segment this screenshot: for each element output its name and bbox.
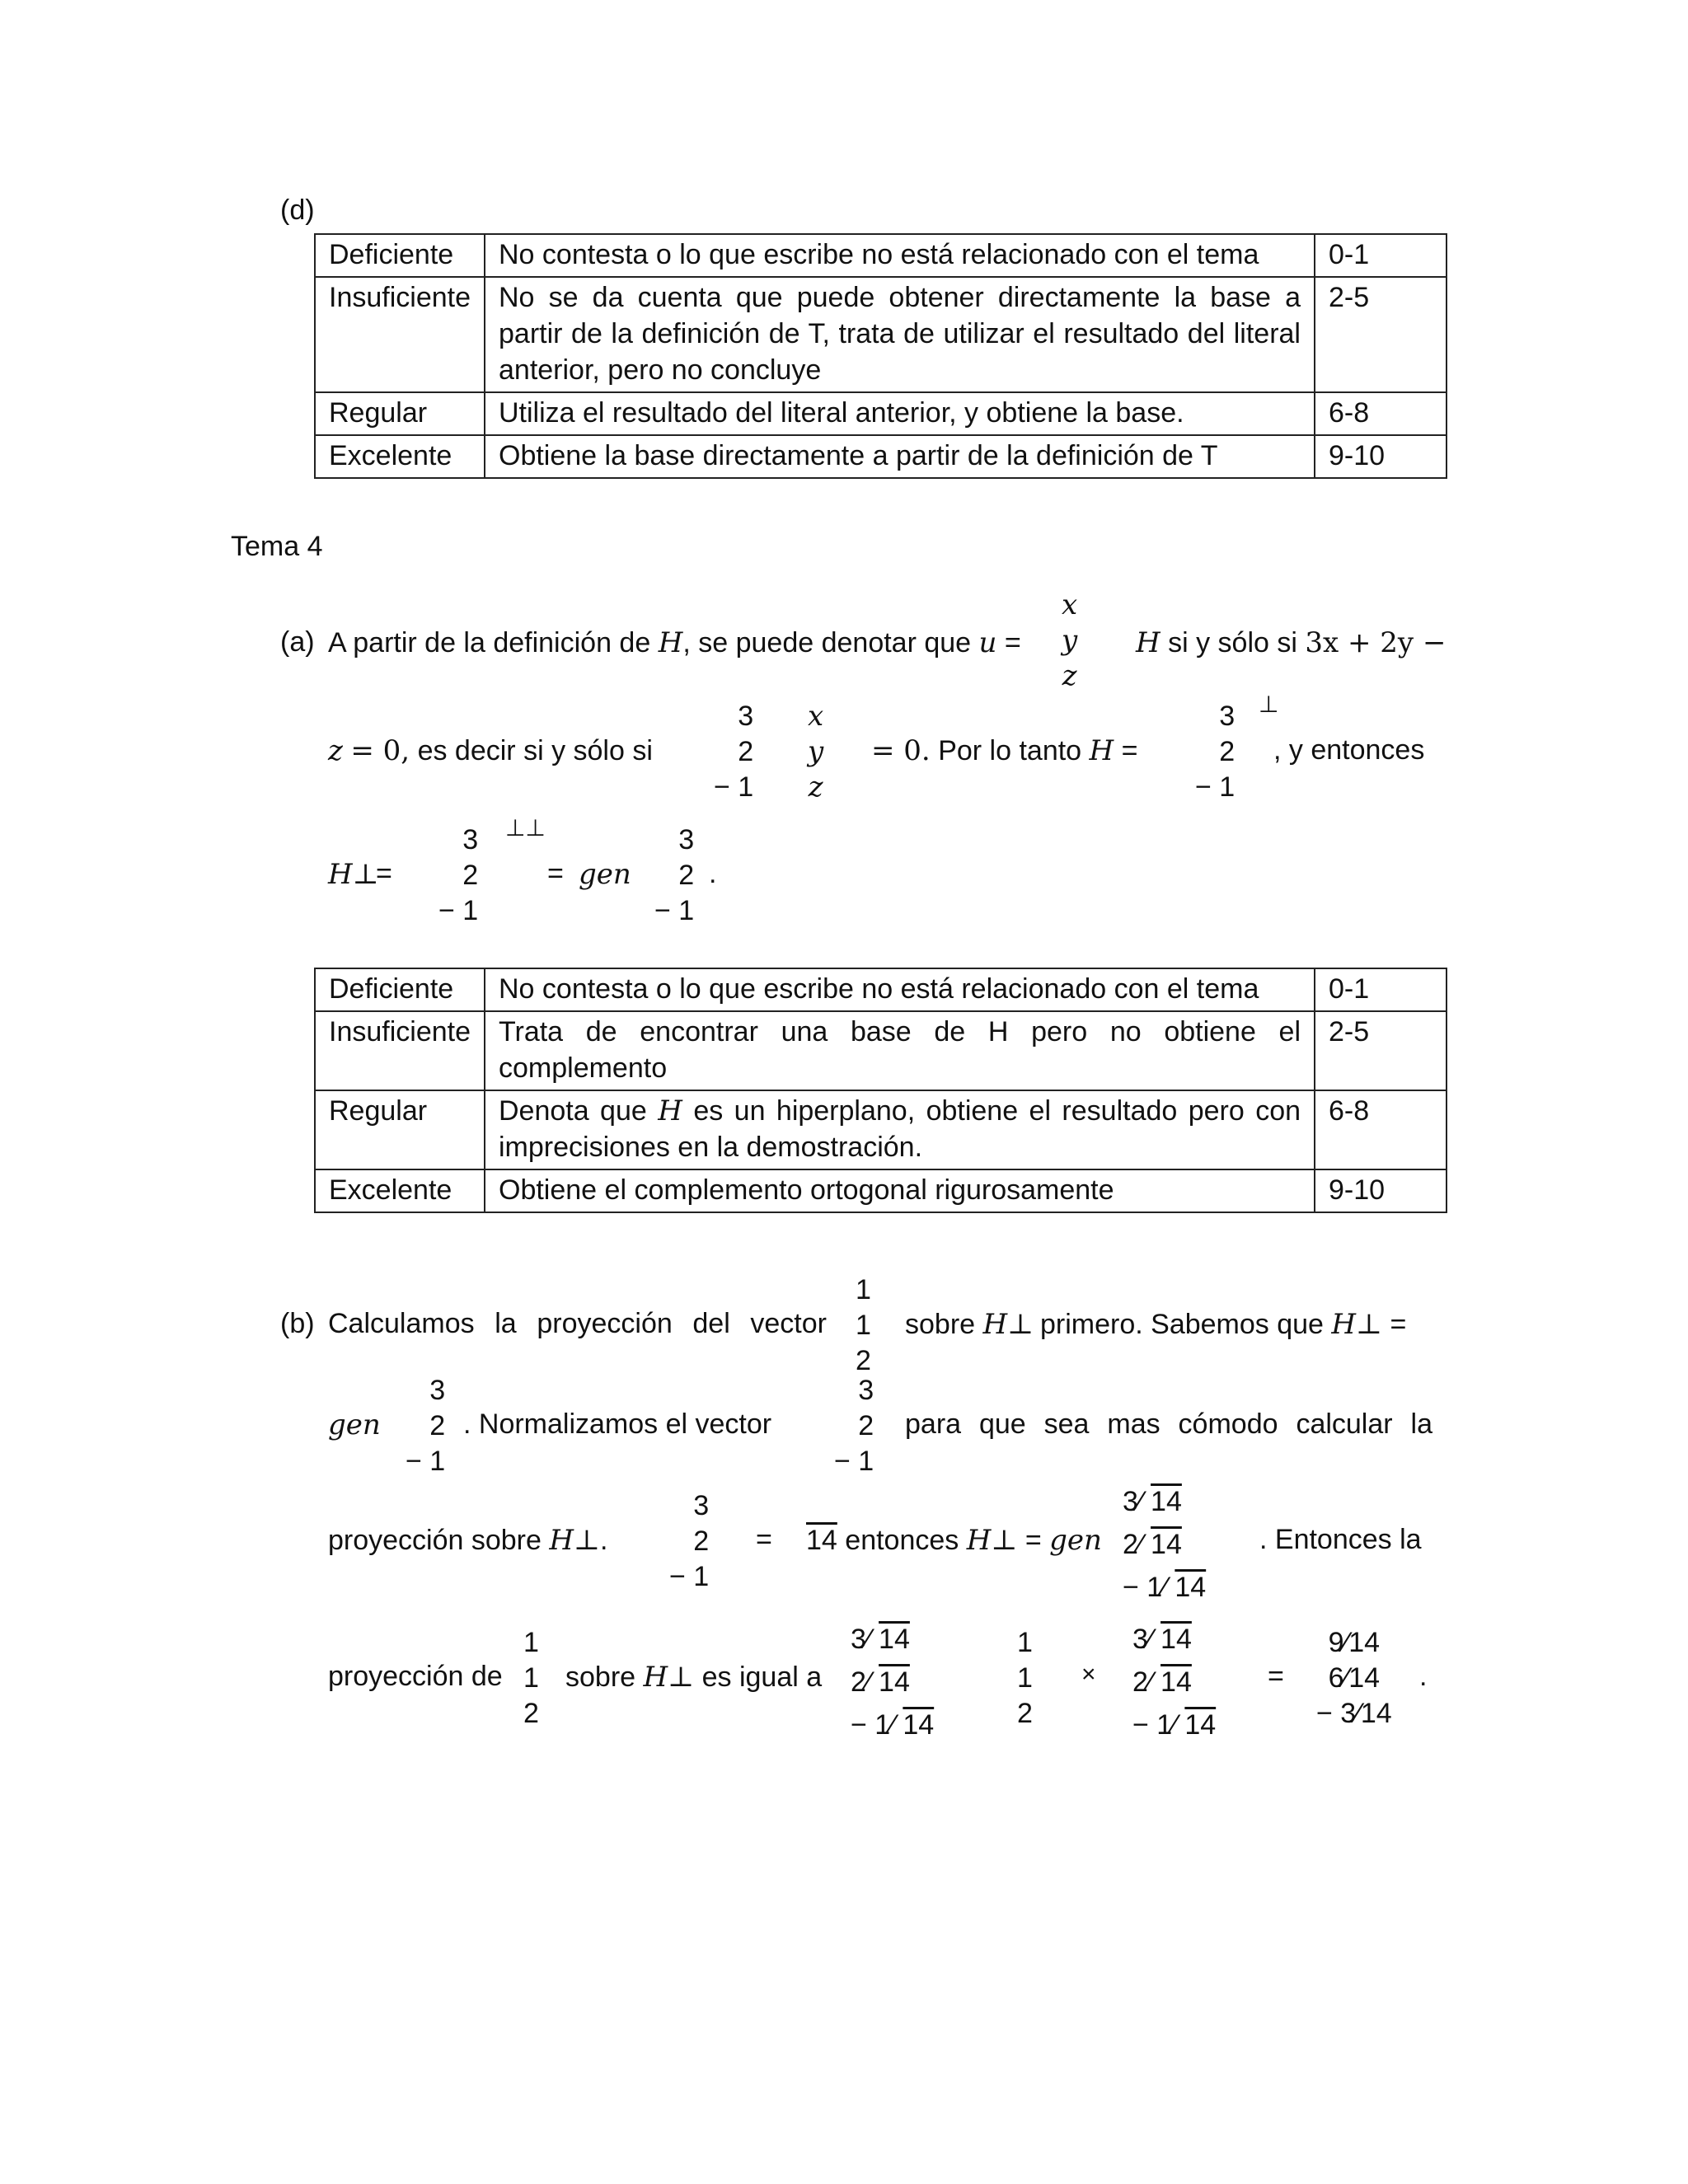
part-b-line3-tail: . Entonces la — [1259, 1524, 1422, 1555]
result-vector: 9⁄14 6⁄14 − 3⁄14 — [1316, 1627, 1392, 1729]
vector-v: 1 1 2 — [856, 1274, 871, 1376]
section-title: Tema 4 — [231, 531, 323, 562]
description-cell: No contesta o lo que escribe no está relacionado con el tema — [485, 968, 1315, 1011]
level-cell: Regular — [315, 1090, 485, 1169]
table-row — [315, 1090, 1447, 1169]
part-b-line1-sobre: sobre H⊥ — [905, 1308, 1034, 1341]
equals-sign: = — [756, 1524, 772, 1555]
rubric-table-a — [314, 968, 1447, 1213]
description-cell: No se da cuenta que puede obtener directamente la base a partir de la definición de T, trata de utilizar el resultado del literal anterior, pero no concluye — [485, 277, 1315, 392]
part-d-label: (d) — [280, 194, 315, 226]
table-row — [315, 234, 1447, 277]
part-b-line2-norm: . Normalizamos el vector — [463, 1408, 772, 1440]
table-row — [315, 1011, 1447, 1090]
vector-v-3: 1 1 2 — [1017, 1627, 1033, 1729]
unit-vector-3: 3⁄ 14 2⁄ 14 − 1⁄ 14 — [1132, 1624, 1217, 1741]
part-a-line2-tail: , y entonces — [1273, 734, 1425, 766]
normal-vector-7: 3 2 − 1 — [669, 1490, 710, 1592]
description-cell: No contesta o lo que escribe no está relacionado con el tema — [485, 234, 1315, 277]
part-a-line2-mid: = 0. Por lo tanto H = — [871, 734, 1138, 767]
unit-vector: 3⁄ 14 2⁄ 14 − 1⁄ 14 — [1123, 1486, 1207, 1603]
times-sign: × — [1081, 1661, 1096, 1688]
normal-vector-6: 3 2 − 1 — [834, 1375, 874, 1477]
description-cell: Trata de encontrar una base de H pero no obtiene el complemento — [485, 1011, 1315, 1090]
h-perp-symbol: H⊥ — [328, 858, 379, 891]
table-row — [315, 435, 1447, 478]
normal-vector-3: 3 2 − 1 — [438, 824, 479, 926]
score-cell: 9-10 — [1315, 1169, 1447, 1212]
level-cell: Excelente — [315, 435, 485, 478]
perp-perp-symbol: ⊥⊥ — [505, 815, 546, 841]
part-b-line3-mid: 14 entonces H⊥ = gen — [806, 1524, 1102, 1557]
score-cell: 9-10 — [1315, 435, 1447, 478]
vector-xyz-2: x y z — [808, 700, 824, 804]
part-a-line2: z = 0, es decir si y sólo si — [328, 734, 653, 767]
level-cell: Insuficiente — [315, 1011, 485, 1090]
description-cell: Obtiene el complemento ortogonal rigurosamente — [485, 1169, 1315, 1212]
description-cell: Utiliza el resultado del literal anterior, y obtiene la base. — [485, 392, 1315, 435]
level-cell: Deficiente — [315, 234, 485, 277]
score-cell: 2-5 — [1315, 1011, 1447, 1090]
level-cell: Deficiente — [315, 968, 485, 1011]
table-row — [315, 968, 1447, 1011]
level-cell: Excelente — [315, 1169, 485, 1212]
part-b-line4: proyección de — [328, 1661, 503, 1692]
period: . — [709, 858, 717, 889]
description-cell: Obtiene la base directamente a partir de la definición de T — [485, 435, 1315, 478]
part-b-line3: proyección sobre H⊥. — [328, 1524, 608, 1557]
part-a-line1: A partir de la definición de H, se puede denotar que u = — [328, 626, 1021, 659]
equals-sign: = — [547, 858, 564, 889]
period: . — [1419, 1661, 1428, 1692]
gen-label: gen — [579, 858, 631, 891]
table-row — [315, 277, 1447, 392]
rubric-table-d — [314, 233, 1447, 479]
vector-xyz: x y z — [1062, 588, 1078, 692]
normal-vector-5: 3 2 − 1 — [406, 1375, 446, 1477]
unit-vector-2: 3⁄ 14 2⁄ 14 − 1⁄ 14 — [851, 1624, 935, 1741]
vector-v-2: 1 1 2 — [523, 1627, 539, 1729]
part-b-label: (b) — [280, 1308, 315, 1339]
part-b-line1: Calculamos la proyección del vector — [328, 1308, 827, 1339]
score-cell: 6-8 — [1315, 392, 1447, 435]
score-cell: 2-5 — [1315, 277, 1447, 392]
equals-sign: = — [376, 858, 392, 889]
normal-vector-4: 3 2 − 1 — [654, 824, 695, 926]
level-cell: Insuficiente — [315, 277, 485, 392]
part-a-label: (a) — [280, 626, 315, 658]
part-b-line1-tail: primero. Sabemos que H⊥ = — [1040, 1308, 1407, 1341]
part-b-line2-tail: para que sea mas cómodo calcular la — [905, 1408, 1432, 1440]
score-cell: 0-1 — [1315, 234, 1447, 277]
gen-label: gen — [328, 1408, 381, 1441]
table-row — [315, 392, 1447, 435]
normal-vector: 3 2 − 1 — [714, 701, 754, 803]
level-cell: Regular — [315, 392, 485, 435]
perp-symbol: ⊥ — [1259, 691, 1279, 717]
part-a-line1-tail: H si y sólo si 3x + 2y − — [1136, 626, 1447, 659]
score-cell: 0-1 — [1315, 968, 1447, 1011]
part-b-line4-mid: sobre H⊥ es igual a — [565, 1661, 823, 1694]
normal-vector-2: 3 2 − 1 — [1195, 701, 1236, 803]
description-cell: Denota que H es un hiperplano, obtiene el resultado pero con imprecisiones en la demostración. — [485, 1090, 1315, 1169]
table-row — [315, 1169, 1447, 1212]
score-cell: 6-8 — [1315, 1090, 1447, 1169]
equals-sign: = — [1268, 1661, 1284, 1692]
